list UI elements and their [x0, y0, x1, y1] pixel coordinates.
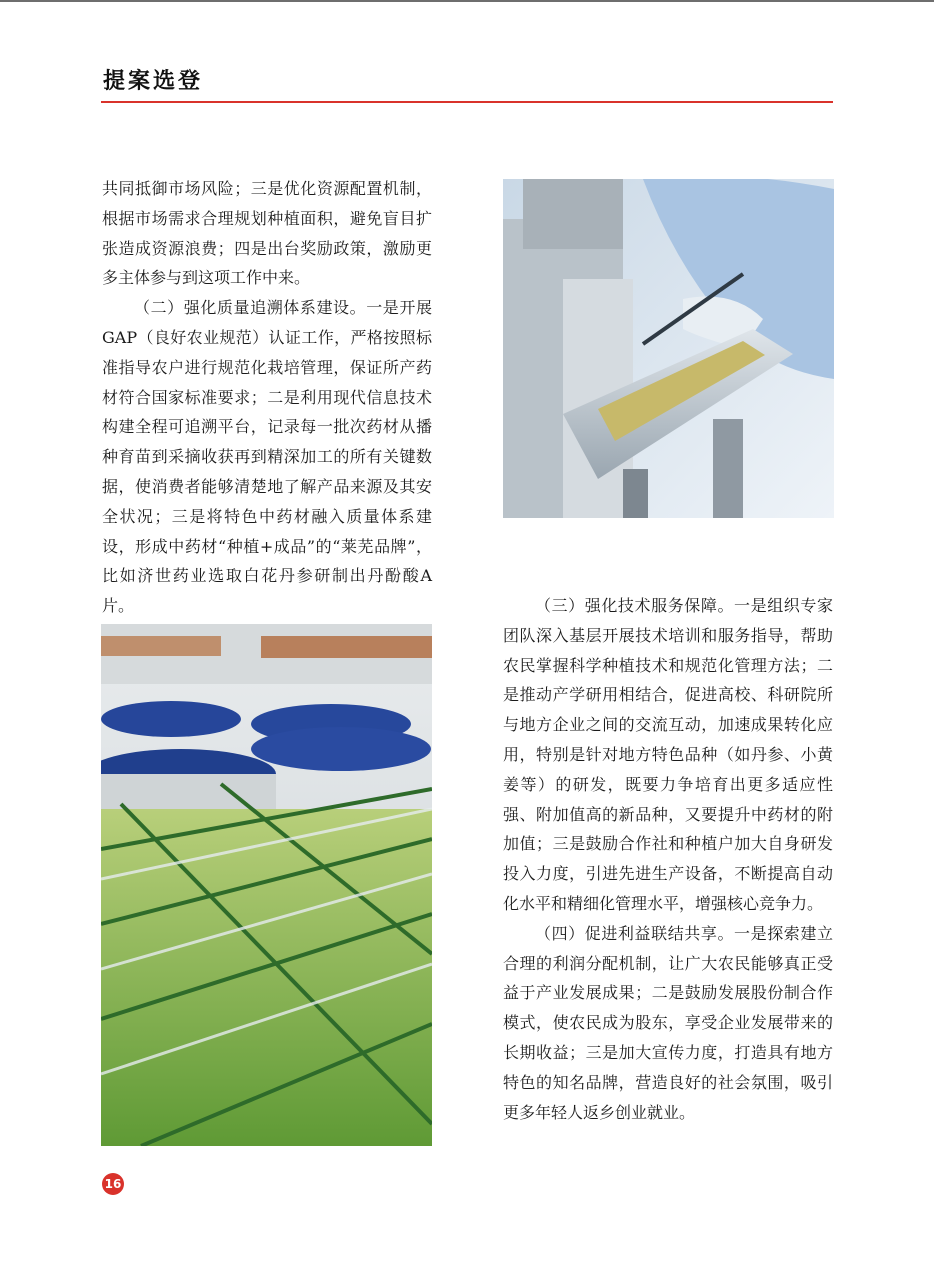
paragraph-technical-service: （三）强化技术服务保障。一是组织专家团队深入基层开展技术培训和服务指导，帮助农民掌握科学种植技术和规范化管理方法；二是推动产学研用相结合，促进高校、科研院所与地方企业之间的交流互动，加速成果转化应用，特别是针对地方特色品种（如丹参、小黄姜等）的研发，既要力争培育出更多适应性强、附加值高的新品种，又要提升中药材的附加值；三是鼓励合作社和种植户加大自身研发投入力度，引进先进生产设备，不断提高自动化水平和精细化管理水平，增强核心竞争力。: [503, 596, 833, 913]
right-column: [503, 591, 833, 1127]
header-rule: [101, 101, 833, 103]
top-border: [0, 0, 934, 2]
paragraph-quality-traceability: （二）强化质量追溯体系建设。一是开展GAP（良好农业规范）认证工作，严格按照标准指导农户进行规范化栽培管理，保证所产药材符合国家标准要求；二是利用现代信息技术构建全程可追溯平台，记录每一批次药材从播种育苗到采摘收获再到精深加工的所有关键数据，使消费者能够清楚地了解产品来源及其安全状况；三是将特色中药材融入质量体系建设，形成中药材“种植+成品”的“莱芜品牌”，比如济世药业选取白花丹参研制出丹酚酸A片。: [102, 298, 432, 616]
left-column: [102, 174, 432, 621]
paragraph-continued: 共同抵御市场风险；三是优化资源配置机制，根据市场需求合理规划种植面积，避免盲目扩张造成资源浪费；四是出台奖励政策，激励更多主体参与到这项工作中来。: [102, 179, 432, 288]
paragraph-benefit-sharing: （四）促进利益联结共享。一是探索建立合理的利润分配机制，让广大农民能够真正受益于产业发展成果；二是鼓励发展股份制合作模式，使农民成为股东，享受企业发展带来的长期收益；三是加大宣传力度，打造具有地方特色的知名品牌，营造良好的社会氛围，吸引更多年轻人返乡创业就业。: [503, 923, 833, 1122]
section-title: 提案选登: [103, 69, 204, 94]
photo-greenhouse-hydroponics: [101, 624, 432, 1146]
photo-lab-technician: [503, 179, 834, 518]
page-number-badge: 16: [102, 1173, 124, 1195]
